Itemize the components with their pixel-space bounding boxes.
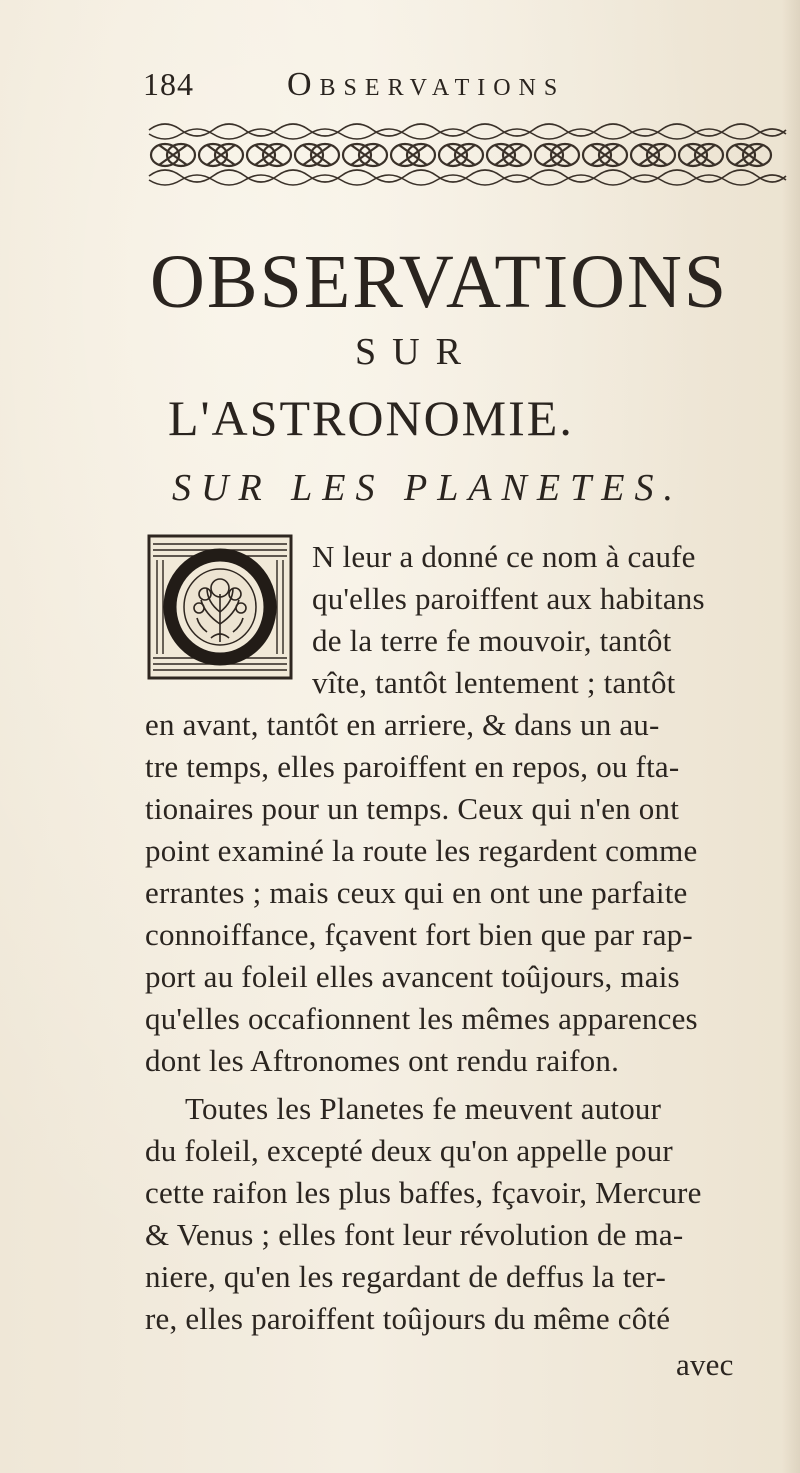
- text-line: Toutes les Planetes fe meuvent autour: [185, 1091, 662, 1126]
- text-line: port au foleil elles avancent toûjours, mais: [145, 959, 680, 994]
- text-line: vîte, tantôt lentement ; tantôt: [312, 665, 676, 700]
- title-sur: SUR: [355, 331, 477, 373]
- catchword: avec: [676, 1347, 734, 1382]
- text-line: niere, qu'en les regardant de deffus la ter-: [145, 1259, 667, 1294]
- text-line: tionaires pour un temps. Ceux qui n'en ont: [145, 791, 680, 826]
- text-line: re, elles paroiffent toûjours du même côté: [145, 1301, 671, 1336]
- text-line: qu'elles paroiffent aux habitans: [312, 581, 705, 616]
- text-line: dont les Aftronomes ont rendu raifon.: [145, 1043, 620, 1078]
- title-observations: OBSERVATIONS: [150, 240, 729, 324]
- text-line: qu'elles occafionnent les mêmes apparences: [145, 1001, 698, 1036]
- running-head: [143, 66, 783, 110]
- text-line: de la terre fe mouvoir, tantôt: [312, 623, 672, 658]
- text-line: du foleil, excepté deux qu'on appelle pour: [145, 1133, 673, 1168]
- text-line: point examiné la route les regardent comme: [145, 833, 698, 868]
- page-number: 184: [143, 66, 194, 102]
- text-line: errantes ; mais ceux qui en ont une parfaite: [145, 875, 688, 910]
- fleuron-ornament-icon: [145, 112, 790, 194]
- drop-cap-floral-icon: [147, 534, 293, 680]
- title-astronomie: L'ASTRONOMIE.: [168, 390, 574, 446]
- running-title: Observations: [287, 66, 566, 103]
- text-line: en avant, tantôt en arriere, & dans un au-: [145, 707, 660, 742]
- text-line: tre temps, elles paroiffent en repos, ou fta-: [145, 749, 680, 784]
- text-line: N leur a donné ce nom à caufe: [312, 539, 696, 574]
- text-line: connoiffance, fçavent fort bien que par rap-: [145, 917, 693, 952]
- text-line: & Venus ; elles font leur révolution de ma-: [145, 1217, 684, 1252]
- text-line: cette raifon les plus baffes, fçavoir, Mercure: [145, 1175, 702, 1210]
- section-heading: SUR LES PLANETES.: [172, 467, 683, 509]
